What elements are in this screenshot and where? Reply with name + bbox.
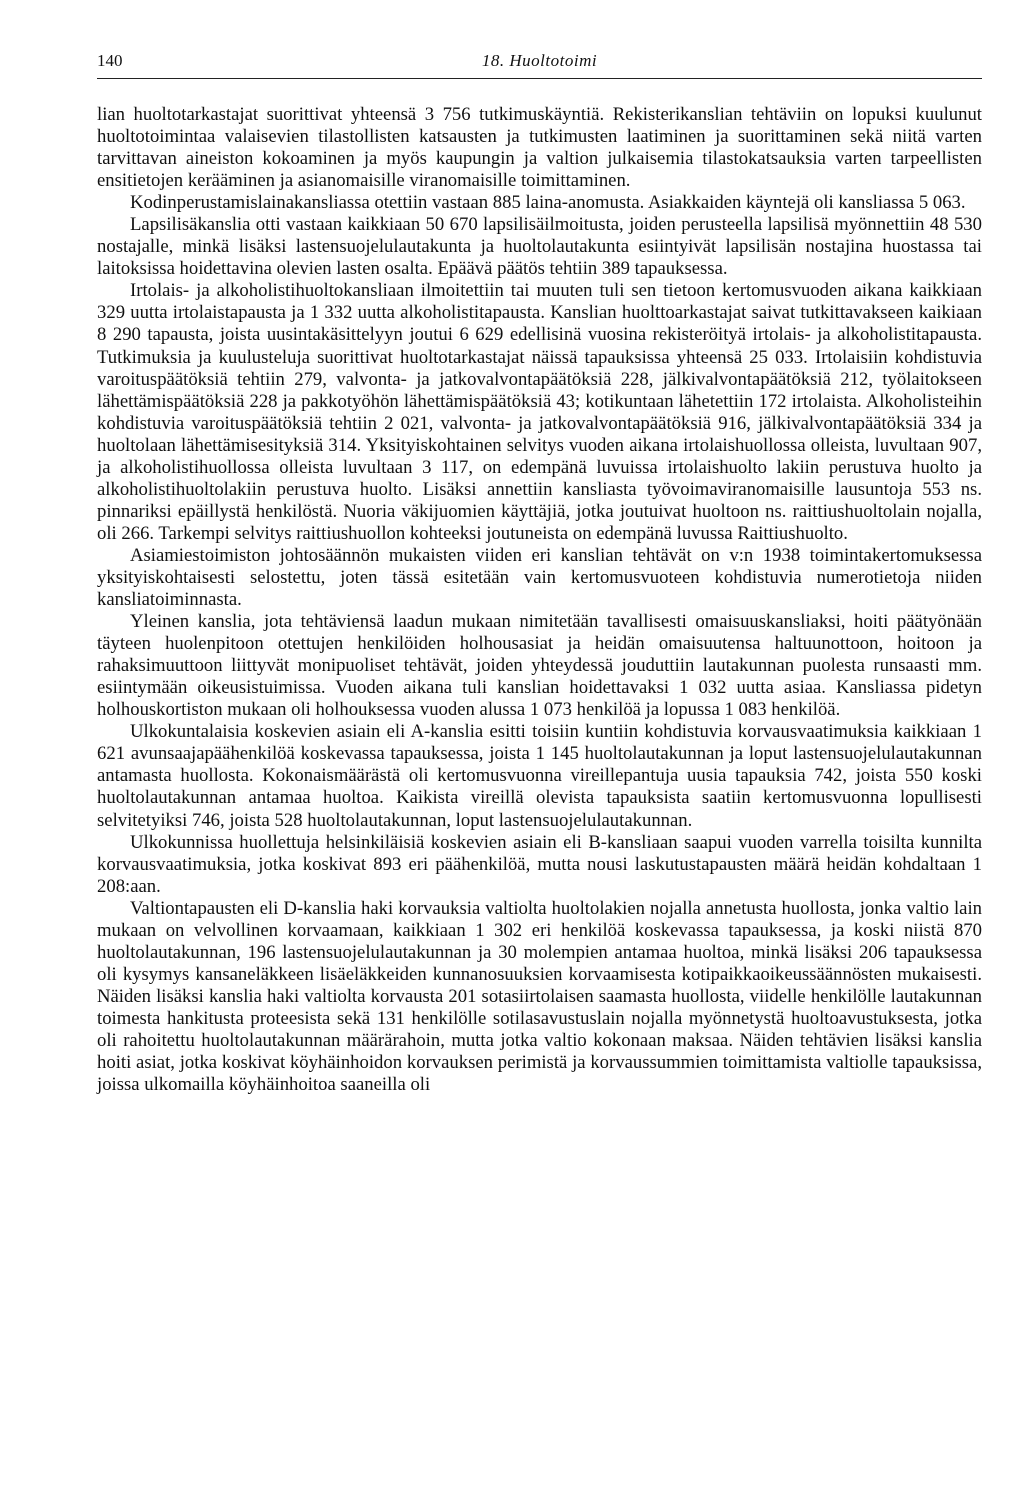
paragraph: lian huoltotarkastajat suorittivat yhteensä 3 756 tutkimuskäyntiä. Rekisterikanslian tehtäviin on lopuksi kuulunut huoltotoimintaa valaisevien tilastollisten katsausten ja tutkimusten laatiminen ja suorittaminen sekä niitä varten tarvittavan aineiston kokoaminen ja myös kaupungin ja valtion julkaisemia tilastokatsauksia varten tarpeellisten ensitietojen kerääminen ja asianomaisille viranomaisille toimittaminen. <box>97 104 982 192</box>
paragraph: Yleinen kanslia, jota tehtäviensä laadun mukaan nimitetään tavallisesti omaisuuskansliaksi, hoiti päätyönään täyteen huolenpitoon otettujen henkilöiden holhousasiat ja heidän omaisuutensa haltuunottoon, hoitoon ja rahaksimuuttoon liittyvät monipuoliset tehtävät, joiden yhteydessä jouduttiin lautakunnan puolesta runsaasti mm. esiintymään oikeusistuimissa. Vuoden aikana tuli kanslian hoidettavaksi 1 032 uutta asiaa. Kansliassa pidetyn holhouskortiston mukaan oli holhouksessa vuoden alussa 1 073 henkilöä ja lopussa 1 083 henkilöä. <box>97 611 982 721</box>
body-text <box>97 104 982 1096</box>
page-number: 140 <box>97 51 123 70</box>
header-rule <box>97 78 982 79</box>
paragraph: Valtiontapausten eli D-kanslia haki korvauksia valtiolta huoltolakien nojalla annetusta huollosta, jonka valtio lain mukaan on velvollinen korvaamaan, kaikkiaan 1 302 eri henkilöä koskevassa tapauksessa, ja koski niistä 870 huoltolautakunnan, 196 lastensuojelulautakunnan ja 30 molempien antamaa huoltoa, minkä lisäksi 206 tapauksessa oli kysymys kansaneläkkeen lisäeläkkeiden kunnanosuuksien korvaamisesta kotipaikkaoikeussäännösten mukaisesti. Näiden lisäksi kanslia haki valtiolta korvausta 201 sotasiirtolaisen saamasta huollosta, viidelle henkilölle lautakunnan toimesta hankitusta proteesista sekä 131 henkilölle sotilasavustuslain nojalla myönnetystä huoltoavustuksesta, jotka oli rahoitettu huoltolautakunnan määrärahoin, mutta jotka valtio kokonaan maksaa. Näiden tehtävien lisäksi kanslia hoiti asiat, jotka koskivat köyhäinhoidon korvauksen perimistä ja korvaussummien toimittamista valtiolle tapauksissa, joissa ulkomailla köyhäinhoitoa saaneilla oli <box>97 897 982 1096</box>
paragraph: Ulkokunnissa huollettuja helsinkiläisiä koskevien asiain eli B-kansliaan saapui vuoden varrella toisilta kunnilta korvausvaatimuksia, jotka koskivat 893 eri päähenkilöä, mutta nousi laskutustapausten määrä heidän kohdaltaan 1 208:aan. <box>97 831 982 897</box>
paragraph: Ulkokuntalaisia koskevien asiain eli A-kanslia esitti toisiin kuntiin kohdistuvia korvausvaatimuksia kaikkiaan 1 621 avunsaajapäähenkilöä koskevassa tapauksessa, joista 1 145 huoltolautakunnan ja loput lastensuojelulautakunnan antamasta huollosta. Kokonaismäärästä oli kertomusvuonna vireillepantuja uusia tapauksia 742, joista 550 koski huoltolautakunnan antamaa huoltoa. Kaikista vireillä olevista tapauksista saatiin kertomusvuonna lopullisesti selvitetyiksi 746, joista 528 huoltolautakunnan, loput lastensuojelulautakunnan. <box>97 721 982 831</box>
paragraph: Lapsilisäkanslia otti vastaan kaikkiaan 50 670 lapsilisäilmoitusta, joiden perusteella lapsilisä myönnettiin 48 530 nostajalle, minkä lisäksi lastensuojelulautakunta ja huoltolautakunta esiintyivät lapsilisän nostajina huostassa tai laitoksissa hoidettavina olevien lasten osalta. Epäävä päätös tehtiin 389 tapauksessa. <box>97 214 982 280</box>
paragraph: Asiamiestoimiston johtosäännön mukaisten viiden eri kanslian tehtävät on v:n 1938 toimintakertomuksessa yksityiskohtaisesti selostettu, joten tässä esitetään vain kertomusvuoteen kohdistuvia numerotietoja niiden kansliatoiminnasta. <box>97 544 982 611</box>
paragraph: Irtolais- ja alkoholistihuoltokansliaan ilmoitettiin tai muuten tuli sen tietoon kertomusvuoden aikana kaikkiaan 329 uutta irtolaistapausta ja 1 332 uutta alkoholistitapausta. Kanslian huolttoarkastajat saivat tutkittavakseen kaikiaan 8 290 tapausta, joista uusintakäsittelyyn joutui 6 629 edellisinä vuosina rekisteröityä irtolais- ja alkoholistitapausta. Tutkimuksia ja kuulusteluja suorittivat huoltotarkastajat näissä tapauksissa yhteensä 25 033. Irtolaisiin kohdistuvia varoituspäätöksiä tehtiin 279, valvonta- ja jatkovalvontapäätöksiä 228, jälkivalvontapäätöksiä 212, työlaitokseen lähettämispäätöksiä 228 ja pakkotyöhön lähettämispäätöksiä 43; kotikuntaan lähetettiin 172 irtolaista. Alkoholisteihin kohdistuvia varoituspäätöksiä tehtiin 2 021, valvonta- ja jatkovalvontapäätöksiä 916, jälkivalvontapäätöksiä 334 ja huoltolaan lähettämisesityksiä 314. Yksityiskohtainen selvitys vuoden aikana irtolaishuollossa olleista, luvultaan 907, ja alkoholistihuollossa olleista luvultaan 3 117, on edempänä luvuissa irtolaishuolto lakiin perustuva huolto ja alkoholistihuoltolakiin perustuva huolto. Lisäksi annettiin kansliasta työvoimaviranomaisille lausuntoja 553 ns. pinnariksi epäillystä henkilöstä. Nuoria väkijuomien käyttäjiä, jotka joutuivat huoltoon ns. raittiushuoltolain nojalla, oli 266. Tarkempi selvitys raittiushuollon kohteeksi joutuneista on edempänä luvussa Raittiushuolto. <box>97 280 982 544</box>
paragraph: Kodinperustamislainakansliassa otettiin vastaan 885 laina-anomusta. Asiakkaiden käyntejä oli kansliassa 5 063. <box>130 192 966 214</box>
running-head <box>97 50 982 80</box>
chapter-title: 18. Huoltotoimi <box>481 51 598 70</box>
